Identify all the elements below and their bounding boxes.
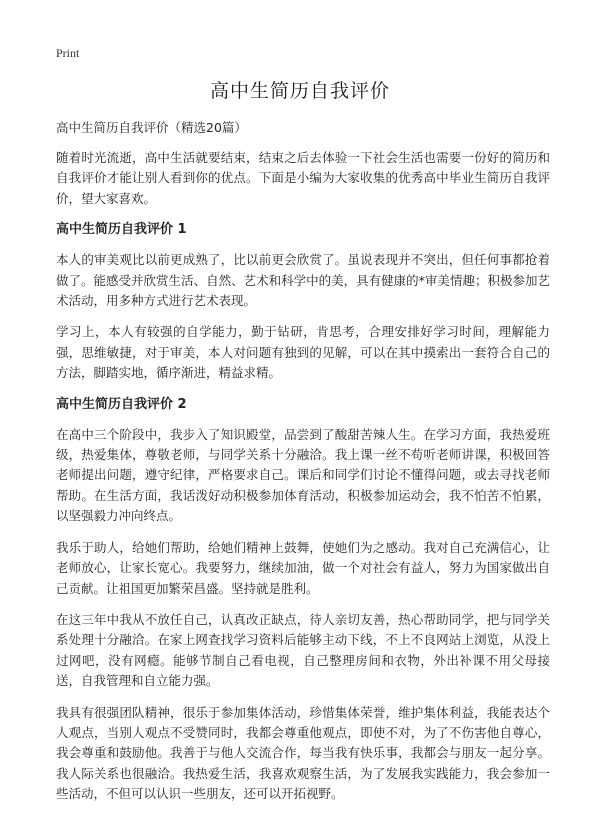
section-2-paragraph-2: 我乐于助人，给她们帮助，给她们精神上鼓舞，使她们为之感动。我对自己充满信心，让老师放心，让家长宽心。我要努力，继续加油，做一个对社会有益人，努力为国家做出自己贡献。让祖国更加繁荣昌盛。坚持就是胜利。: [56, 539, 550, 596]
section-1-paragraph-2: 学习上，本人有较强的自学能力，勤于钻研，肯思考，合理安排好学习时间，理解能力强，思维敏捷，对于审美，本人对问题有独到的见解，可以在其中摸索出一套符合自己的方法，脚踏实地，循序渐进，精益求精。: [56, 324, 550, 381]
section-2-paragraph-4: 我具有很强团队精神，很乐于参加集体活动，珍惜集体荣誉，维护集体利益，我能表达个人观点，当别人观点不受赞同时，我都会尊重他观点，即使不对，为了不伤害他自尊心，我会尊重和鼓励他。我善于与他人交流合作，每当我有快乐事，我都会与朋友一起分享。我人际关系也很融洽。我热爱生活，我喜欢观察生活，为了发展我实践能力，我会参加一些活动，不但可以认识一些朋友，还可以开拓视野。: [56, 704, 550, 802]
intro-paragraph: 随着时光流逝，高中生活就要结束，结束之后去体验一下社会生活也需要一份好的简历和自我评价才能让别人看到你的优点。下面是小编为大家收集的优秀高中毕业生简历自我评价，望大家喜欢。: [56, 150, 550, 206]
section-heading-1: 高中生简历自我评价 1: [56, 222, 187, 238]
section-1-paragraph-1: 本人的审美观比以前更成熟了，比以前更会欣赏了。虽说表现并不突出，但任何事都抢着做了。能感受并欣赏生活、自然、艺术和科学中的美，具有健康的*审美情趣；积极参加艺术活动，用多种方式进行艺术表现。: [56, 252, 550, 309]
print-link[interactable]: Print: [56, 46, 80, 60]
document-subtitle: 高中生简历自我评价（精选20篇）: [56, 120, 247, 135]
document-body: [56, 118, 550, 816]
section-2-paragraph-1: 在高中三个阶段中，我步入了知识殿堂，品尝到了酸甜苦辣人生。在学习方面，我热爱班级，热爱集体，尊敬老师，与同学关系十分融洽。我上课一丝不苟听老师讲课，积极回答老师提出问题，遵守纪律，严格要求自己。课后和同学们讨论不懂得问题，或去寻找老师帮助。在生活方面，我话泼好动积极参加体育活动，积极参加运动会，我不怕苦不怕累，以坚强毅力冲向终点。: [56, 426, 550, 524]
section-2-paragraph-3: 在这三年中我从不放任自己，认真改正缺点，待人亲切友善，热心帮助同学，把与同学关系处理十分融洽。在家上网查找学习资料后能够主动下线，不上不良网站上浏览，从没上过网吧，没有网瘾。能够节制自己看电视，自己整理房间和衣物，外出补课不用父母接送，自我管理和自立能力强。: [56, 611, 550, 689]
page-title: 高中生简历自我评价: [209, 80, 390, 102]
section-heading-2: 高中生简历自我评价 2: [56, 396, 187, 412]
